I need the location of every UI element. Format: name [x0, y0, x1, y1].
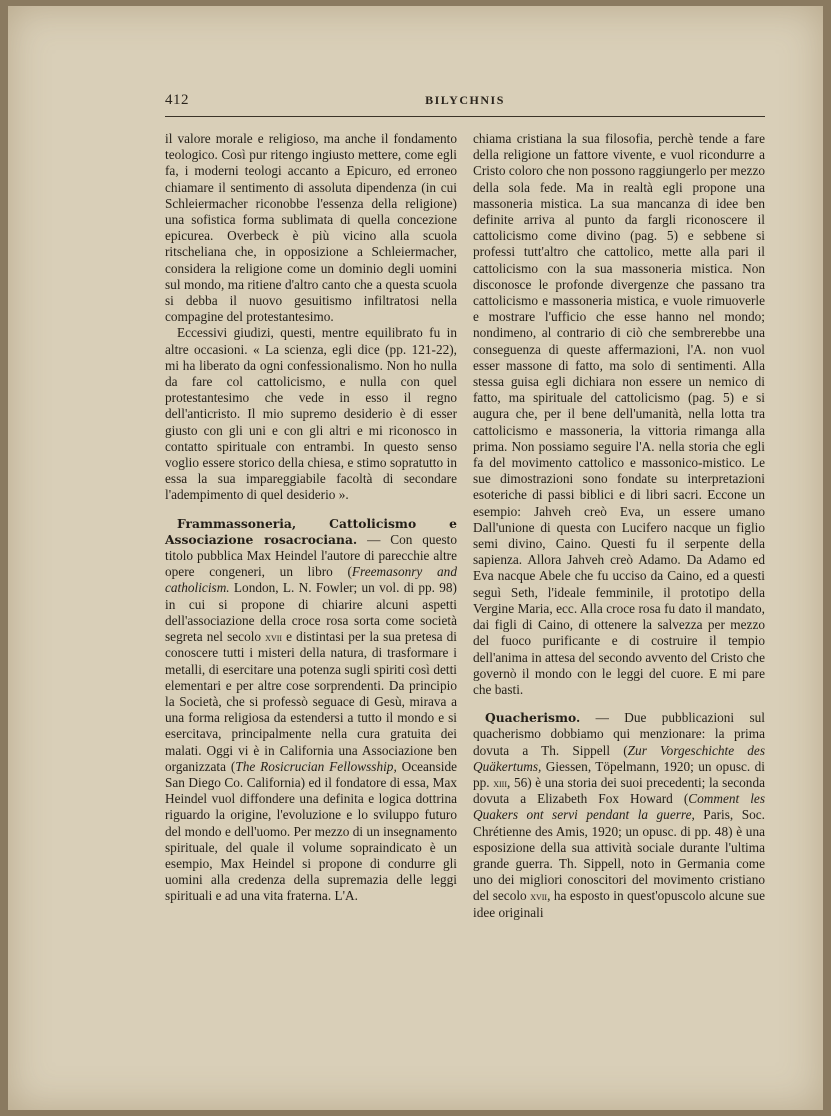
paragraph: Eccessivi giudizi, questi, mentre equilibrato fu in altre occasioni. « La scienza, egli dice (pp. 121-22), mi ha liberato da ogni confessionalismo. Non ho nulla da fare col cattolicismo, e nulla con quel protestantesimo che vede in esso il regno dell'anticristo. Il mio supremo desiderio è di esser giusto con gli uni e con gli altri e mi riconosco in contatto spirituale con entrambi. In questo senso voglio essere storico della chiesa, e stimo sopratutto in essa la sua impareggiabile facoltà di secondare l'adempimento di quel desiderio ». [165, 325, 457, 503]
section-heading: Quacherismo. [485, 710, 581, 726]
association-name: The Rosicrucian Fellowsship, [235, 758, 397, 774]
book-title: Freemasonry and catholicism. [165, 564, 457, 596]
book-title: Comment les Quakers ont servi pendant la guerre, [473, 791, 766, 823]
left-column [165, 131, 457, 905]
book-title: Zur Vorgeschichte des Quäkertums, [473, 742, 765, 774]
page-header [165, 92, 765, 114]
paragraph: chiama cristiana la sua filosofia, perchè tende a fare della religione un fattore vivente, e vuol ricondurre a Cristo coloro che non possono raggiungerlo per mezzo della sola fede. Ma in realtà egli propone una massoneria mistica. La sua mancanza di idee ben definite arriva al punto da fargli riconoscere il cattolicismo come divino (pag. 5) e sebbene si professi tutt'altro che cattolico, mette alla pari il cattolicismo con la sua massoneria mistica. Non disconosce le profonde divergenze che passano tra cattolicismo e massoneria mistica, e vuole rimuoverle e mostrare l'ufficio che esse hanno nel mondo; nondimeno, al contrario di ciò che sembrerebbe una conseguenza di queste affermazioni, l'A. non vuol esser massone di fatto, ma solo di sentimenti. Alla stessa guisa egli dichiara non essere un nemico di fatto, ma spirituale del cattolicismo (pag. 5) e si augura che, per il bene dell'umanità, nella lotta tra cattolicismo e massoneria, la vittoria rimanga alla prima. Non possiamo seguire l'A. nella storia che egli fa del movimento cattolico e massonico-mistico. Le sue dimostrazioni sono fondate su interpretazioni esoteriche di passi biblici e di libri sacri. Eccone un esempio: Jahveh creò Eva, un essere umano Dall'unione di questa con Lucifero nacque un figlio semi divino, Caino. Questi fu il serpente della sapienza. Allora Jahveh creò Adamo. Da Adamo ed Eva nacque Abele che fu ucciso da Caino, ed a questi seguì Seth, l'ideale femminile, il prototipo della Vergine Maria, ecc. Alla croce rosa fu dato il mandato, dai figli di Caino, di ottenere la salvezza per mezzo del fuoco purificante e di costruire il tempio dell'anima in attesa del secondo avvento del Cristo che governò il mondo con le leggi del cuore. E mi pare che basti. [473, 131, 765, 697]
page-number: 412 [165, 92, 189, 108]
section-heading: Frammassoneria, Cattolicismo e Associazione rosacrociana. [165, 515, 457, 547]
section-quakerism: Quacherismo. — Due pubblicazioni sul quacherismo dobbiamo qui menzionare: la prima dovuta a Th. Sippell (Zur Vorgeschichte des Quäkertums, Giessen, Töpelmann, 1920; un opusc. di pp. xiii, 56) è una storia dei suoi precedenti; la seconda dovuta a Elizabeth Fox Howard (Comment les Quakers ont servi pendant la guerre, Paris, Soc. Chrétienne des Amis, 1920; un opusc. di pp. 48) è una esposizione della sua attività sociale durante l'ultima grande guerra. Th. Sippell, noto in Germania come uno dei migliori conoscitori del movimento cristiano del secolo xvii, ha esposto in quest'opuscolo alcune sue idee originali [473, 710, 766, 920]
paragraph: il valore morale e religioso, ma anche il fondamento teologico. Così pur ritengo ingiusto mettere, come egli fa, i moderni teologi accanto a Epicuro, ed erroneo chiamare il sentimento di assoluta dipendenza (in cui Schleiermacher riconobbe l'essenza della religione) una sofistica forma sublimata di quella concezione epicurea. Overbeck è più vicino alla scuola ritscheliana che, in opposizione a Schleiermacher, considera la religione come un dominio degli uomini sul mondo, ma ritiene d'altro canto che a questa scuola si debba il nuovo gesuitismo infiltratosi nella compagine del protestantesimo. [165, 131, 457, 325]
header-rule [165, 116, 765, 117]
section-freemasonry: Frammassoneria, Cattolicismo e Associazione rosacrociana. — Con questo titolo pubblica Max Heindel l'autore di parecchie altre opere congeneri, un libro (Freemasonry and catholicism. London, L. N. Fowler; un vol. di pp. 98) in cui si propone di chiarire alcuni aspetti dell'associazione della croce rosa sorta come società segreta nel secolo xvii e distintasi per la sua pretesa di conoscere tutti i misteri della natura, di trasformare i metalli, di esercitare una potenza sugli spiriti così detti elementari e per altre cose sorprendenti. Da principio la Società, che si professò seguace di Gesù, mirava a una forma religiosa da estendersi a tutto il mondo e si esercitava, principalmente nella cura gratuita dei malati. Oggi vi è in California una Associazione ben organizzata (The Rosicrucian Fellowsship, Oceanside San Diego Co. California) ed il fondatore di essa, Max Heindel vuol diffondere una definita e logica dottrina riguardo la origine, l'evoluzione e lo sviluppo futuro del mondo e dell'uomo. Per mezzo di un insegnamento spirituale, del quale il volume sopraindicato è un esempio, Max Heindel si propone di condurre gli uomini alla credenza della supremazia delle leggi spirituali e ad una vita fraterna. L'A. [165, 515, 457, 904]
right-column [473, 131, 765, 921]
running-head: BILYCHNIS [425, 93, 505, 107]
